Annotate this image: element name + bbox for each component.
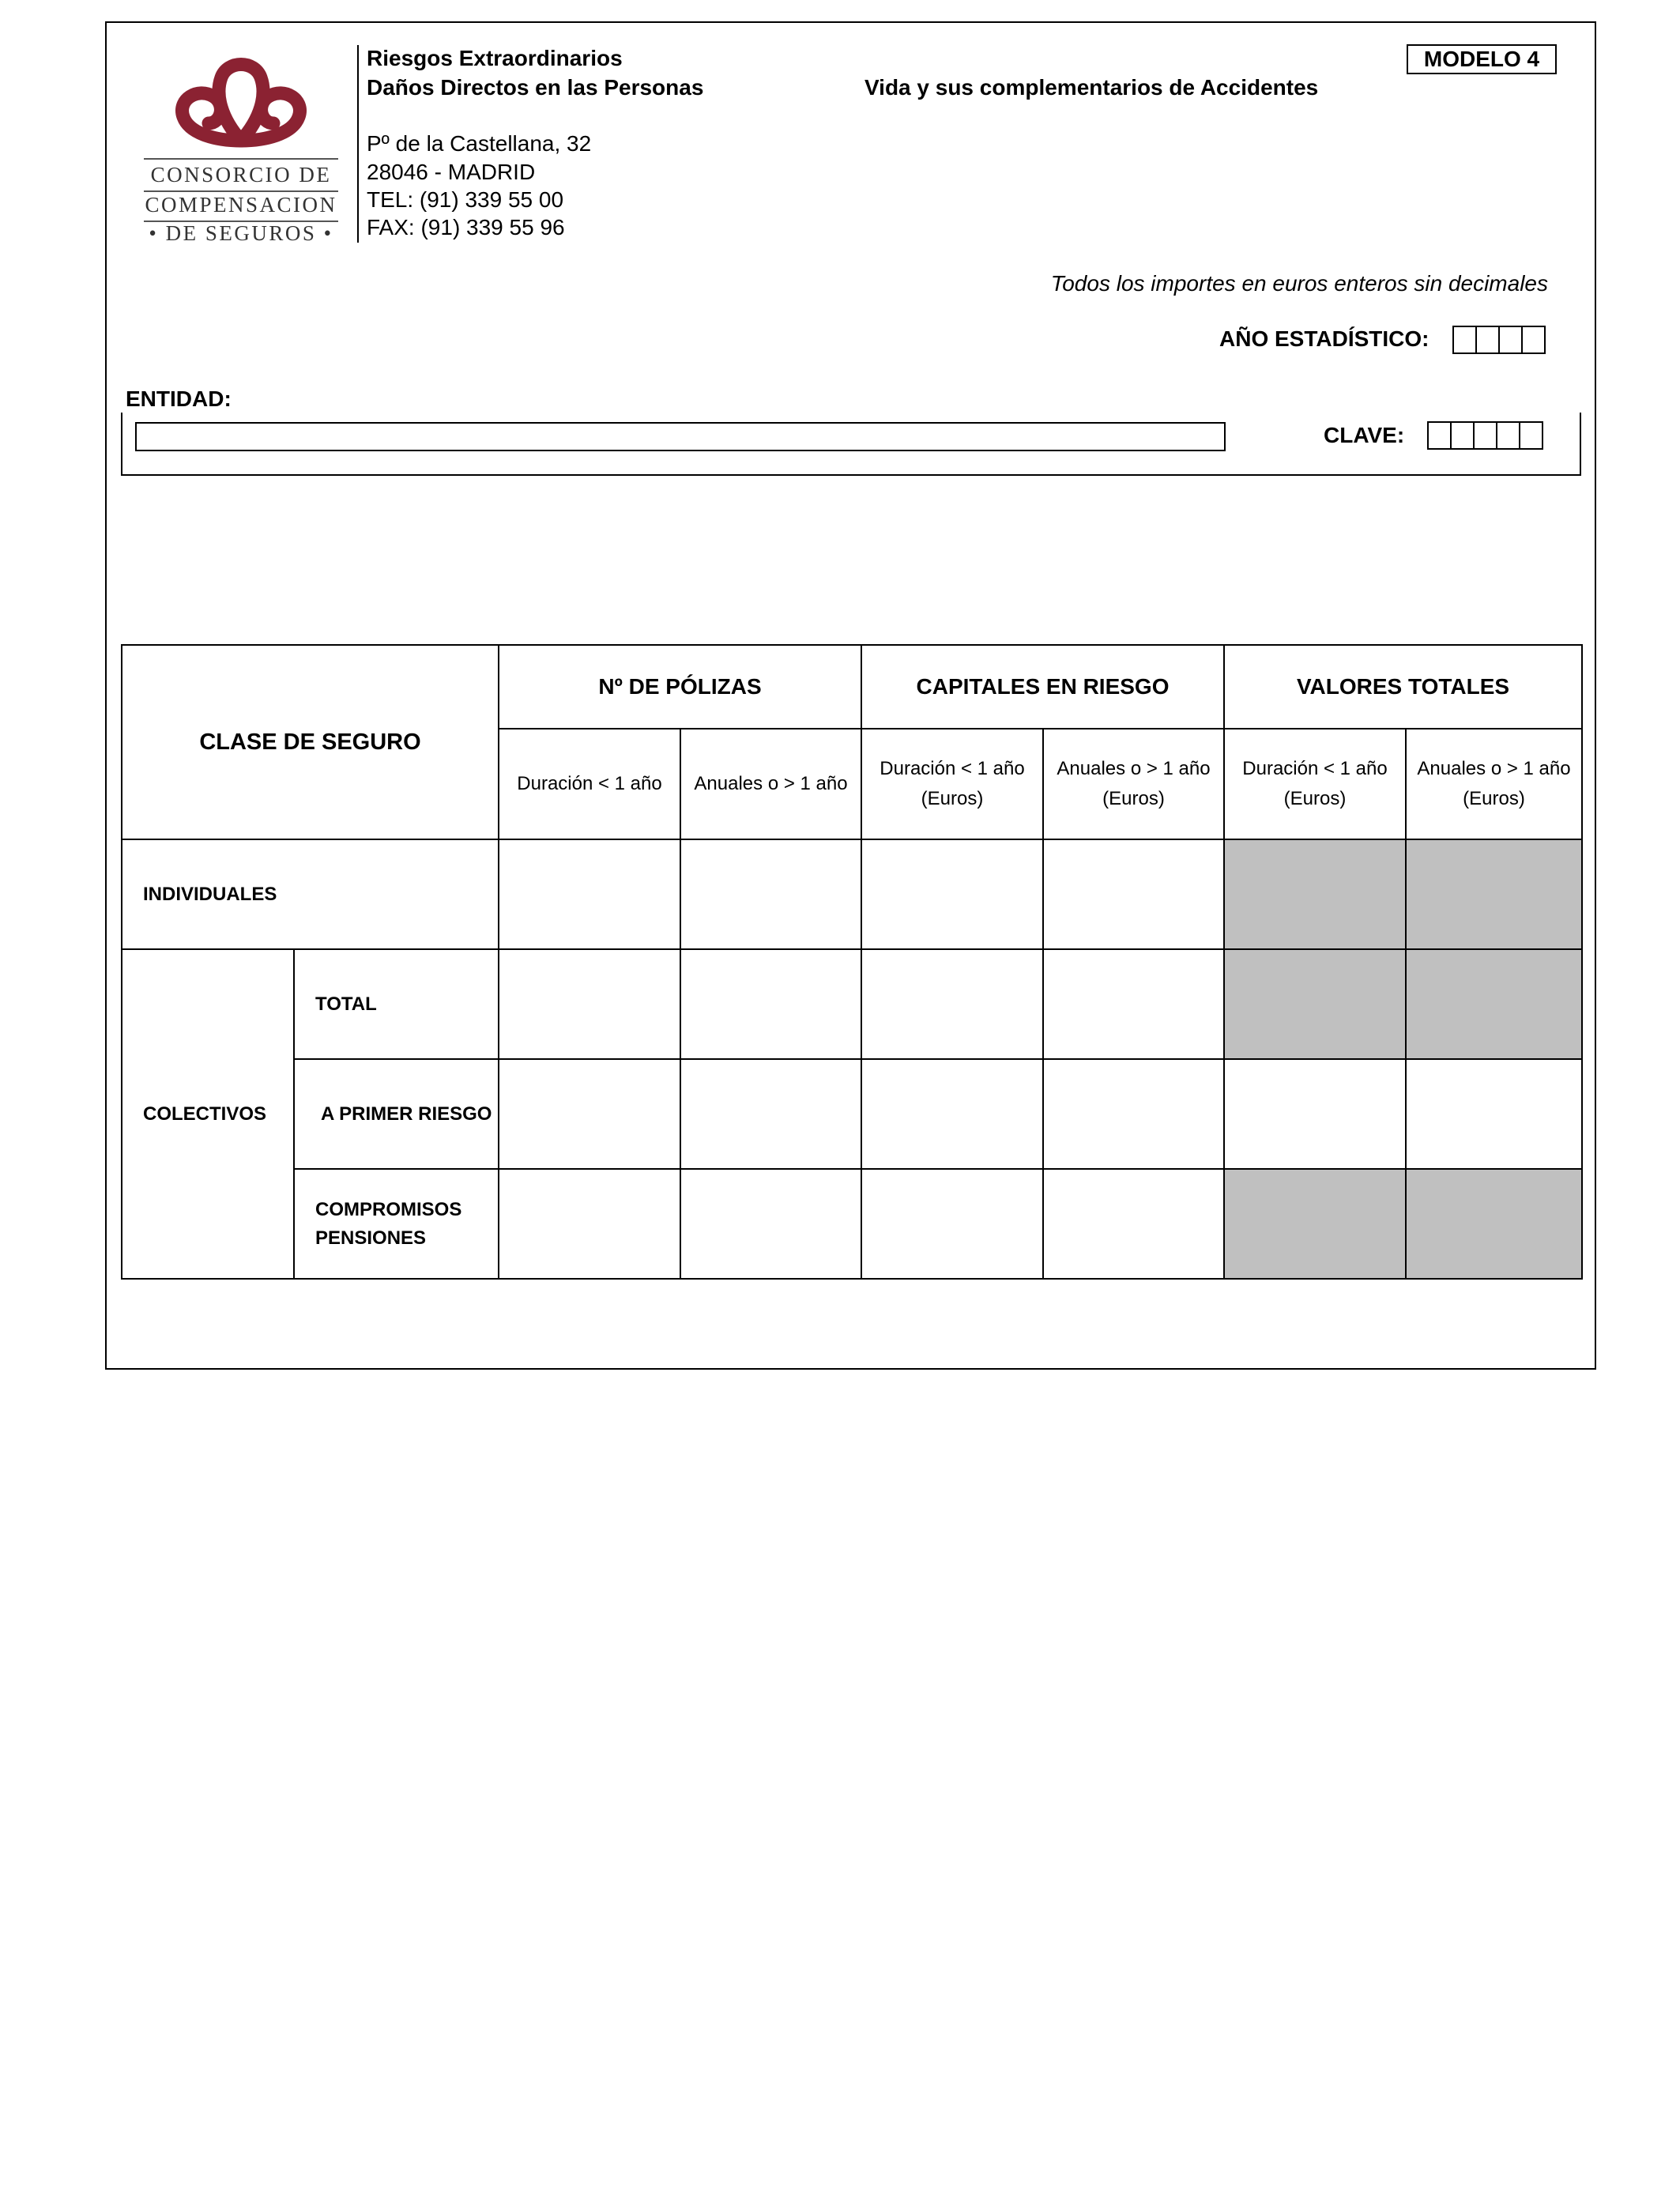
ano-digit-box[interactable]: [1498, 326, 1523, 354]
input-cell[interactable]: [1043, 839, 1224, 949]
polizas-header: Nº DE PÓLIZAS: [499, 645, 861, 729]
input-cell[interactable]: [1043, 1059, 1224, 1169]
row-label-individuales: INDIVIDUALES: [122, 839, 499, 949]
input-cell[interactable]: [499, 839, 680, 949]
input-cell[interactable]: [1224, 1059, 1406, 1169]
input-cell[interactable]: [1406, 1059, 1582, 1169]
form-subject: Vida y sus complementarios de Accidentes: [864, 75, 1319, 100]
ano-input-boxes[interactable]: [1454, 326, 1546, 354]
clave-digit-box[interactable]: [1496, 421, 1520, 450]
row-label-colectivos: COLECTIVOS: [122, 949, 294, 1279]
consorcio-logo: [142, 47, 340, 247]
row-label-compromisos: COMPROMISOS PENSIONES: [294, 1169, 499, 1279]
clave-input-boxes[interactable]: [1429, 421, 1543, 450]
insurance-table: [121, 644, 1583, 1280]
valores-duracion-header: Duración < 1 año (Euros): [1224, 729, 1406, 839]
input-cell[interactable]: [499, 1169, 680, 1279]
input-cell[interactable]: [1043, 949, 1224, 1059]
entidad-label: ENTIDAD:: [126, 386, 232, 411]
capitales-duracion-header: Duración < 1 año (Euros): [861, 729, 1043, 839]
logo-rule-mid: [144, 190, 338, 192]
org-line2: Daños Directos en las Personas: [367, 75, 704, 100]
row-label-primer-riesgo: A PRIMER RIESGO: [294, 1059, 499, 1169]
valores-header: VALORES TOTALES: [1224, 645, 1582, 729]
logo-text-line2: COMPENSACION: [145, 193, 337, 217]
shaded-cell: [1406, 949, 1582, 1059]
table-row: [122, 1059, 1582, 1169]
shaded-cell: [1224, 949, 1406, 1059]
table-row: [122, 1169, 1582, 1279]
logo-text-line1: CONSORCIO DE: [150, 163, 332, 187]
shaded-cell: [1406, 1169, 1582, 1279]
amounts-note: Todos los importes en euros enteros sin decimales: [1050, 271, 1548, 296]
input-cell[interactable]: [680, 949, 861, 1059]
city: 28046 - MADRID: [367, 160, 536, 184]
shaded-cell: [1224, 1169, 1406, 1279]
org-line1: Riesgos Extraordinarios: [367, 46, 623, 70]
entidad-input[interactable]: [135, 422, 1226, 451]
row-label-total: TOTAL: [294, 949, 499, 1059]
clave-digit-box[interactable]: [1427, 421, 1452, 450]
clave-digit-box[interactable]: [1473, 421, 1497, 450]
shaded-cell: [1224, 839, 1406, 949]
input-cell[interactable]: [680, 1169, 861, 1279]
ano-digit-box[interactable]: [1521, 326, 1546, 354]
clave-digit-box[interactable]: [1450, 421, 1475, 450]
logo-rule-top: [144, 158, 338, 160]
clave-digit-box[interactable]: [1519, 421, 1543, 450]
valores-anuales-header: Anuales o > 1 año (Euros): [1406, 729, 1582, 839]
capitales-anuales-header: Anuales o > 1 año (Euros): [1043, 729, 1224, 839]
header-divider: [357, 45, 359, 243]
ano-digit-box[interactable]: [1475, 326, 1500, 354]
polizas-anuales-header: Anuales o > 1 año: [680, 729, 861, 839]
ano-label: AÑO ESTADÍSTICO:: [1219, 326, 1430, 351]
input-cell[interactable]: [680, 1059, 861, 1169]
logo-mark-icon: [142, 47, 340, 158]
logo-text-line3: • DE SEGUROS •: [149, 221, 333, 245]
capitales-header: CAPITALES EN RIESGO: [861, 645, 1224, 729]
polizas-duracion-header: Duración < 1 año: [499, 729, 680, 839]
fax: FAX: (91) 339 55 96: [367, 215, 565, 239]
input-cell[interactable]: [861, 1059, 1043, 1169]
input-cell[interactable]: [861, 839, 1043, 949]
input-cell[interactable]: [1043, 1169, 1224, 1279]
table-row: [122, 949, 1582, 1059]
input-cell[interactable]: [499, 1059, 680, 1169]
clave-label: CLAVE:: [1324, 423, 1405, 447]
model-badge: MODELO 4: [1407, 44, 1557, 74]
ano-digit-box[interactable]: [1452, 326, 1477, 354]
input-cell[interactable]: [861, 949, 1043, 1059]
input-cell[interactable]: [680, 839, 861, 949]
telephone: TEL: (91) 339 55 00: [367, 187, 564, 212]
address: Pº de la Castellana, 32: [367, 131, 592, 156]
clase-header: CLASE DE SEGURO: [122, 645, 499, 839]
input-cell[interactable]: [861, 1169, 1043, 1279]
shaded-cell: [1406, 839, 1582, 949]
table-row: [122, 839, 1582, 949]
input-cell[interactable]: [499, 949, 680, 1059]
